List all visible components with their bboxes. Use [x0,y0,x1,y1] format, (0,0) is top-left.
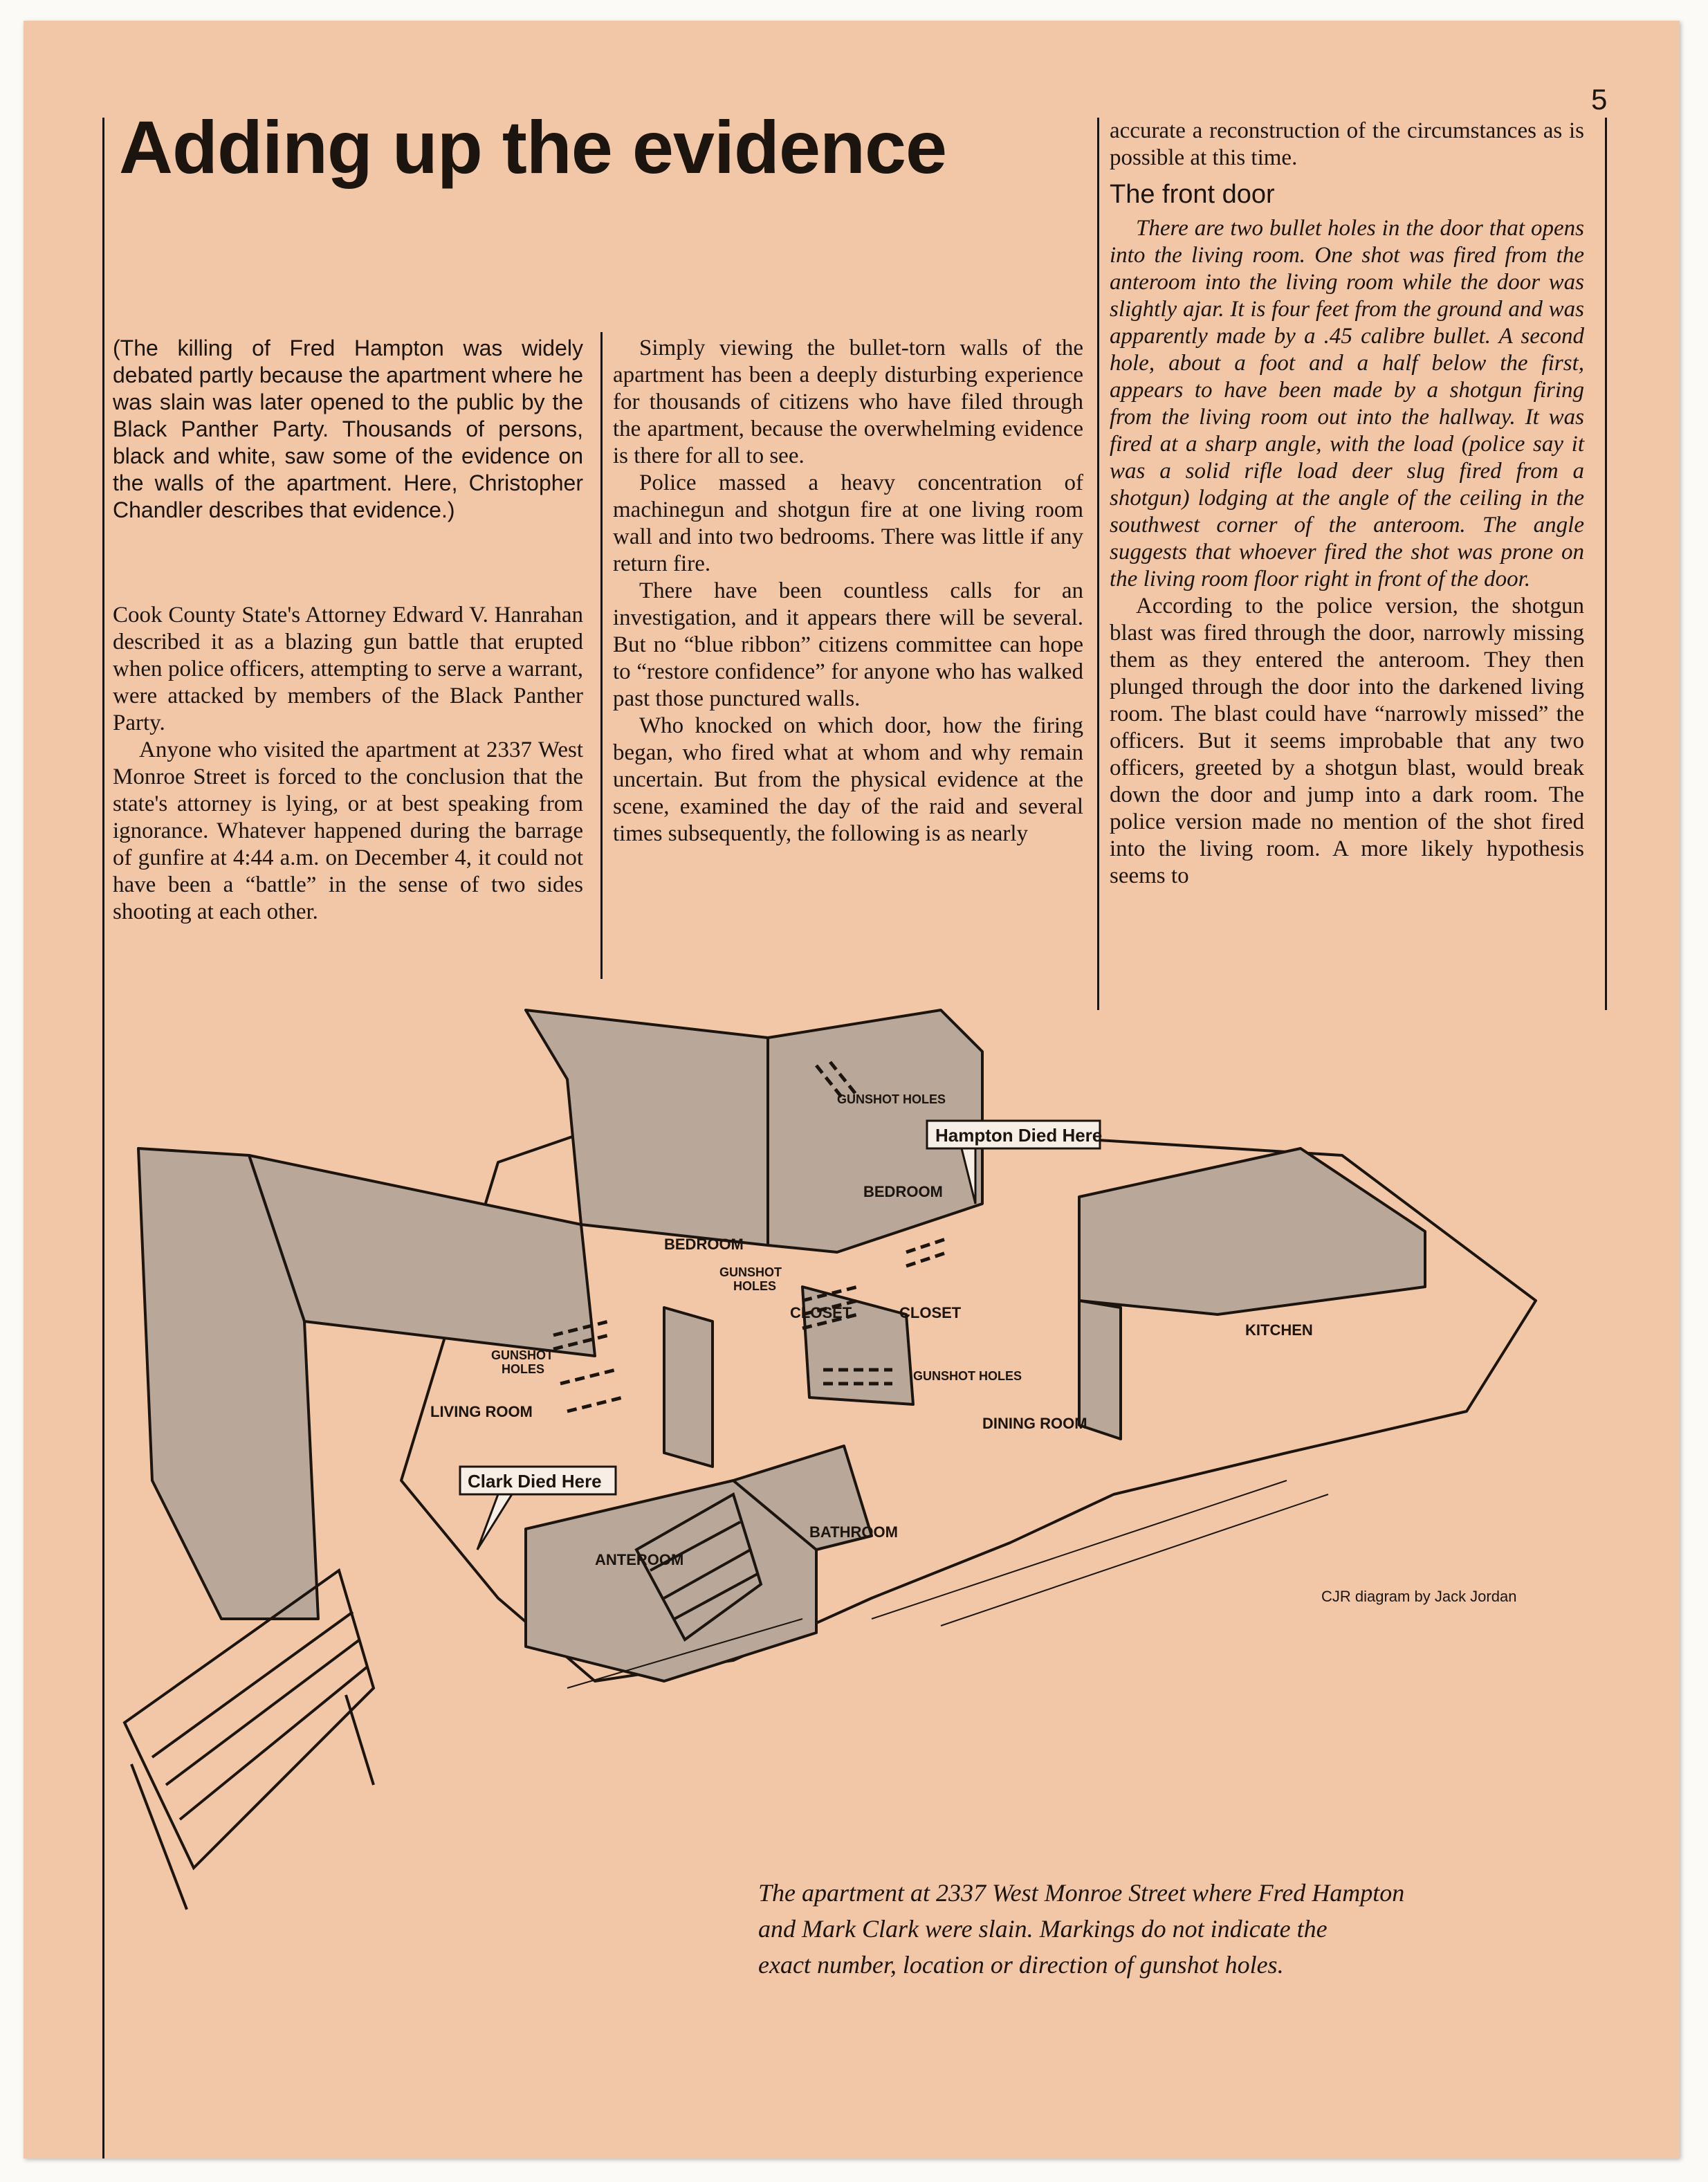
intro-block [113,335,583,524]
caption-line: and Mark Clark were slain. Markings do not indicate the [758,1915,1328,1943]
column-rule-2 [1097,118,1099,1010]
right-border-rule [1605,118,1607,1010]
label-bathroom: BATHROOM [809,1523,898,1541]
clark-callout-label: Clark Died Here [468,1471,602,1492]
column-1-paragraph: Anyone who visited the apartment at 2337 West Monroe Street is forced to the conclusion that the state's attorney is lying, or at best speaking from ignorance. Whatever happened during the barrage of gunfire at 4:44 a.m. on December 4, it could not have been a “battle” in the sense of two sides shooting at each other. [113,737,583,924]
page-number: 5 [1591,83,1608,116]
label-living-room: LIVING ROOM [430,1403,533,1420]
column-2-paragraph: There have been countless calls for an investigation, and it appears there will be several. But no “blue ribbon” citizens committee can hope to “restore confidence” for anyone who has walked past those punctured walls. [613,578,1083,711]
column-2-paragraph: Simply viewing the bullet-torn walls of the apartment has been a deeply disturbing experience for thousands of citizens who have filed through the apartment, because the overwhelming evidence is there for all to see. [613,336,1083,468]
label-kitchen: KITCHEN [1245,1321,1313,1339]
column-2-paragraph: Who knocked on which door, how the firing began, who fired what at whom and why remain uncertain. But from the physical evidence at the scene, examined the day of the raid and several times subsequently, the following is as nearly [613,713,1083,846]
label-gunshot-holes-left: HOLES [502,1362,545,1376]
column-3-italic-paragraph: There are two bullet holes in the door that opens into the living room. One shot was fired from the anteroom into the living room while the door was slightly ajar. It is four feet from the ground and was apparently made by a .45 calibre bullet. A second hole, about a foot and a half below the first, appears to have been made by a shotgun firing from the living room out into the hallway. It was fired at a sharp angle, with the load (police say it was a solid rifle load deer slug fired from a shotgun) lodging at the angle of the ceiling in the southwest corner of the anteroom. The angle suggests that whoever fired the shot was prone on the living room floor right in front of the door. [1110,216,1584,592]
label-bedroom: BEDROOM [664,1236,744,1253]
label-bedroom: BEDROOM [863,1183,943,1200]
left-border-rule [102,118,104,2158]
label-closet: CLOSET [790,1304,852,1321]
column-1 [113,602,583,926]
intro-paragraph: (The killing of Fred Hampton was widely debated partly because the apartment where he was slain was later opened to the public by the Black Panther Party. Thousands of persons, black and white, saw some of the evidence on the walls of the apartment. Here, Christopher Chandler describes that evidence.) [113,336,583,522]
column-2 [613,335,1083,847]
label-closet: CLOSET [899,1304,962,1321]
diagram-caption [758,1875,1588,1983]
label-gunshot-holes-mid: HOLES [733,1279,777,1293]
label-gunshot-holes-top: GUNSHOT HOLES [837,1092,946,1106]
column-3-continuation: accurate a reconstruction of the circumstances as is possible at this time. [1110,118,1584,170]
label-gunshot-holes-closet: GUNSHOT HOLES [913,1369,1022,1383]
headline: Adding up the evidence [119,105,947,189]
column-1-paragraph: Cook County State's Attorney Edward V. Hanrahan described it as a blazing gun battle that erupted when police officers, attempting to serve a warrant, were attacked by members of the Black Panther Party. [113,603,583,735]
label-anteroom: ANTEROOM [595,1551,684,1568]
column-2-paragraph: Police massed a heavy concentration of machinegun and shotgun fire at one living room wall and into two bedrooms. There was little if any return fire. [613,470,1083,576]
caption-line: exact number, location or direction of gunshot holes. [758,1951,1284,1979]
hampton-callout-label: Hampton Died Here [935,1125,1103,1146]
column-3-italic-block [1110,215,1584,593]
label-gunshot-holes-left: GUNSHOT [491,1348,553,1362]
label-gunshot-holes-mid: GUNSHOT [719,1265,782,1279]
column-rule-1 [600,332,603,979]
caption-line: The apartment at 2337 West Monroe Street where Fred Hampton [758,1879,1405,1907]
column-3 [1110,118,1584,890]
column-3-paragraph: According to the police version, the shotgun blast was fired through the door, narrowly missing them as they entered the anteroom. They then plunged through the door into the darkened living room. The blast could have “narrowly missed” the officers. But it seems improbable that any two officers, greeted by a shotgun blast, would break down the door and jump into a dark room. The police version made no mention of the shot fired into the living room. A more likely hypothesis seems to [1110,594,1584,888]
section-subhead: The front door [1110,180,1275,209]
diagram-credit: CJR diagram by Jack Jordan [1321,1588,1517,1605]
partition-wall [664,1308,713,1467]
label-dining-room: DINING ROOM [982,1415,1087,1432]
